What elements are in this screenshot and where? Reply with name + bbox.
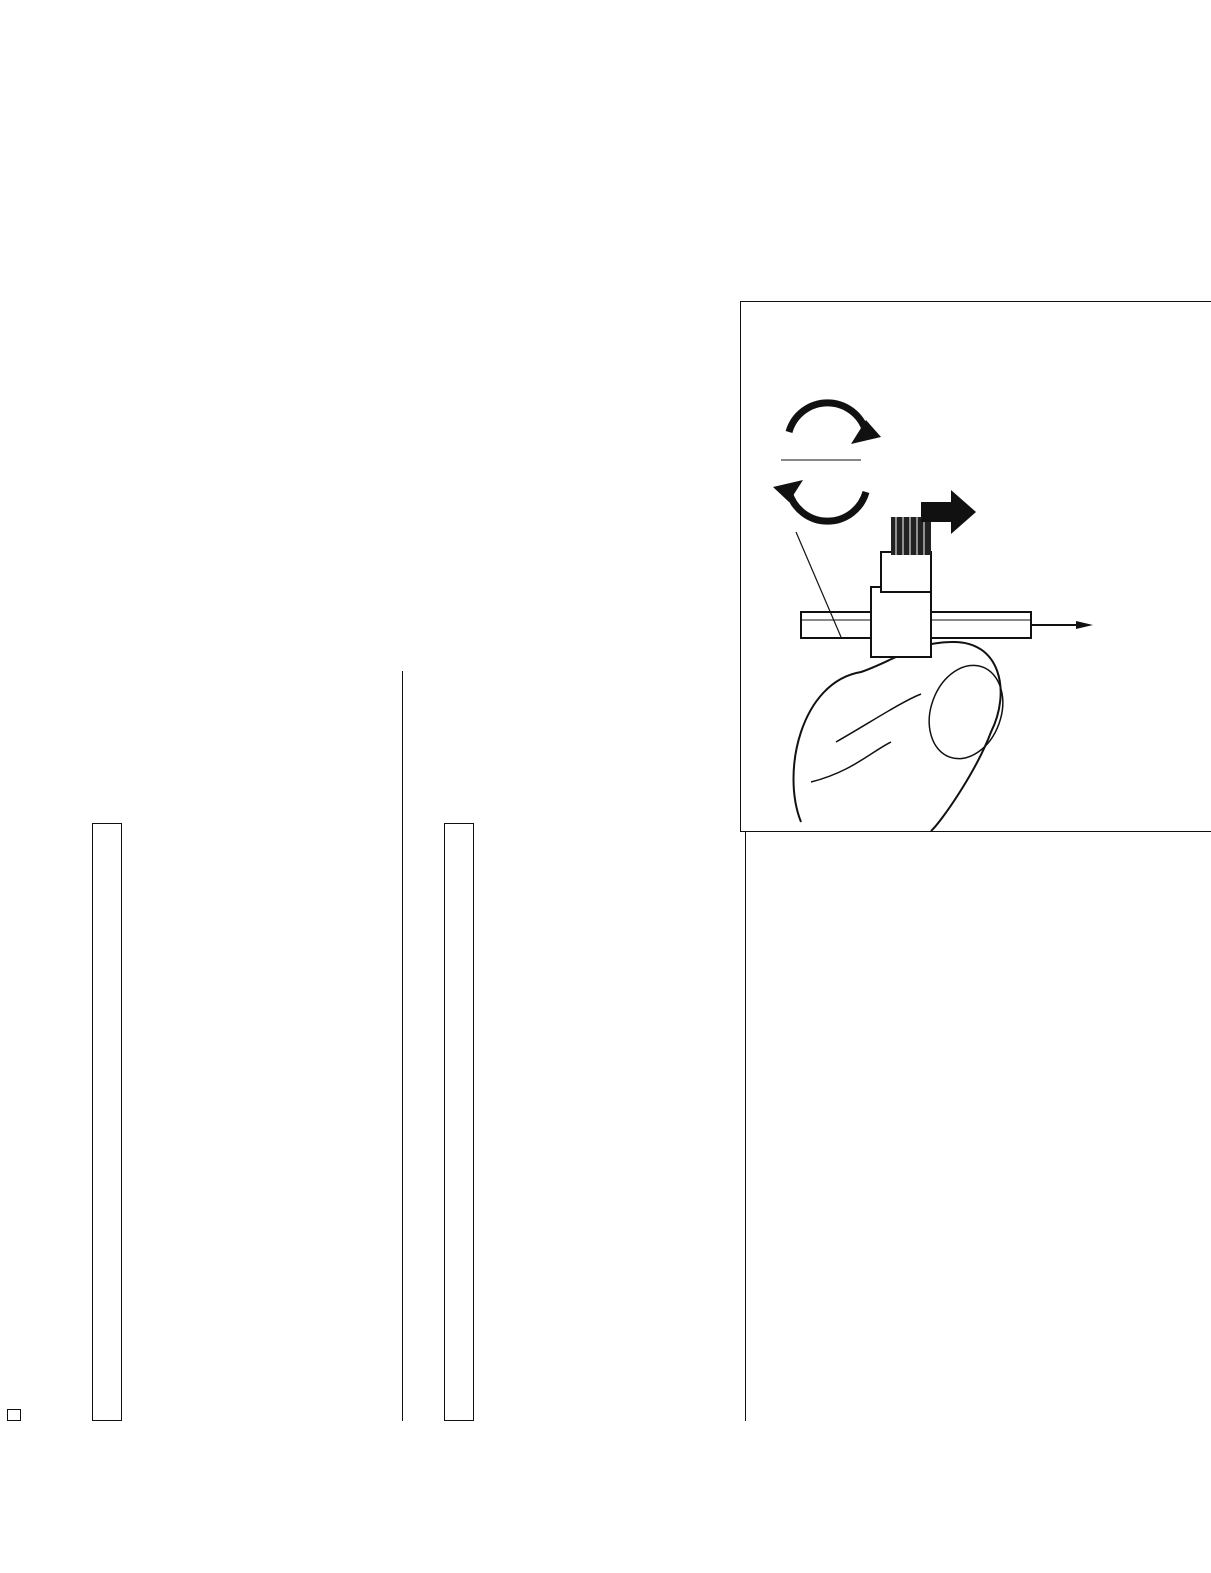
attention-box: [92, 823, 122, 1421]
spanish-section: [408, 801, 502, 1421]
atencion-box: [444, 823, 474, 1421]
needle-clamp-figure: [303, 301, 381, 833]
figure-1-drawing: [741, 302, 1211, 831]
figure-1: [740, 301, 1211, 832]
page-header: [2, 1401, 25, 1421]
header-box-icon: [7, 1409, 21, 1421]
english-section: [56, 801, 150, 1421]
section-divider: [402, 671, 403, 1421]
